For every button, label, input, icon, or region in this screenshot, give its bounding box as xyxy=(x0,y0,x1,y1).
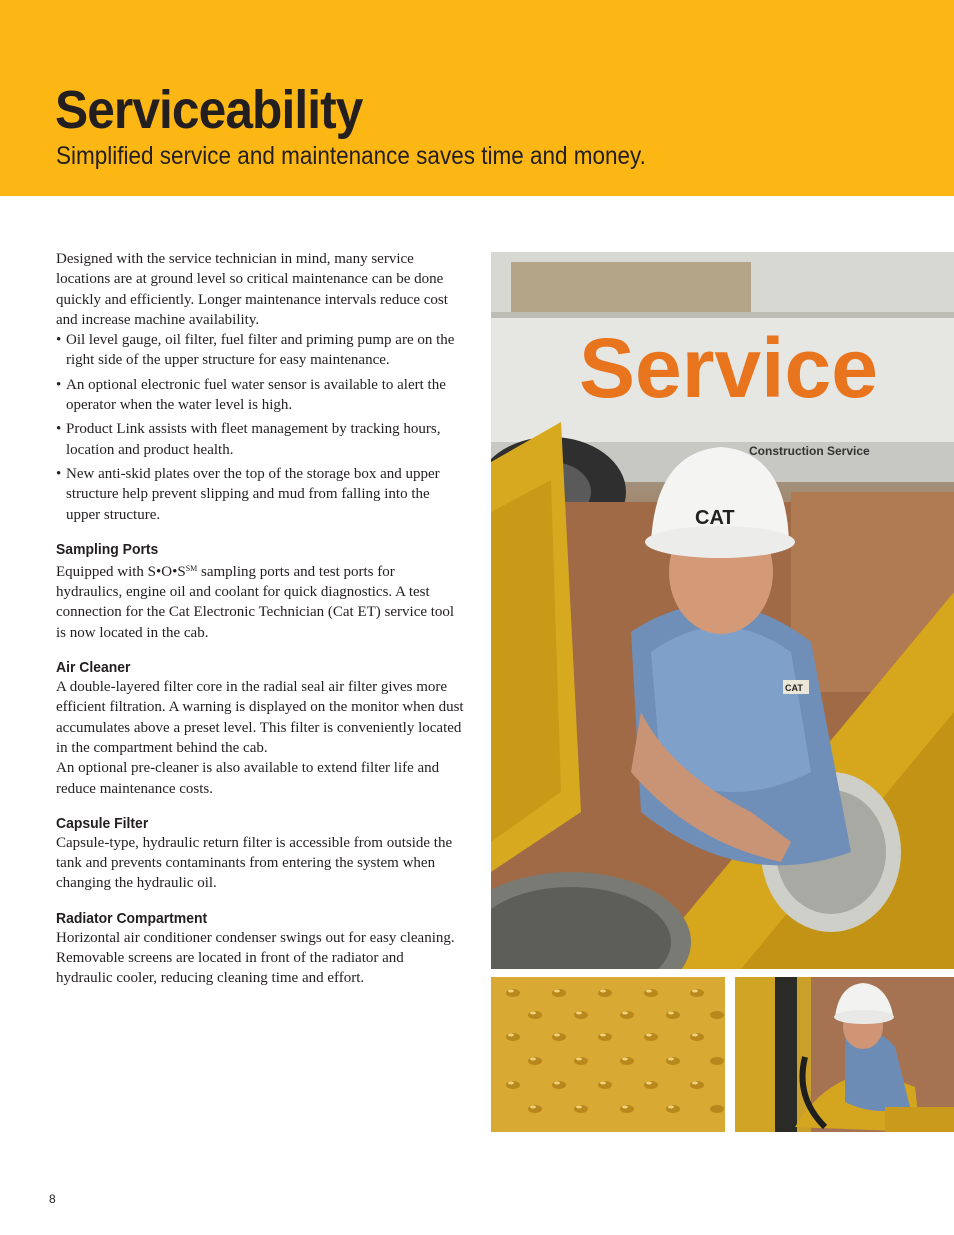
feature-bullet-list xyxy=(56,330,464,525)
shirt-logo: CAT xyxy=(785,683,803,693)
section-body: Horizontal air conditioner condenser swings out for easy cleaning. Removable screens are located in front of the radiator and hydraulic cooler, reducing cleaning time and effort. xyxy=(56,929,455,987)
truck-sub-text: Construction Service xyxy=(749,444,870,458)
section-sampling-ports xyxy=(56,540,464,643)
section-heading: Capsule Filter xyxy=(56,814,149,832)
sampling-ports-photo xyxy=(735,977,954,1132)
section-capsule-filter xyxy=(56,814,464,894)
bullet-item: • An optional electronic fuel water sensor is available to alert the operator when the water level is high. xyxy=(56,376,446,414)
hard-hat-logo: CAT xyxy=(695,507,735,529)
anti-skid-plates-illustration xyxy=(491,977,725,1132)
technician-photo xyxy=(491,252,954,969)
section-radiator-compartment xyxy=(56,909,464,989)
page-title: Serviceability xyxy=(55,80,363,140)
sampling-ports-illustration xyxy=(735,977,954,1132)
bullet-item: • Oil level gauge, oil filter, fuel filter and priming pump are on the right side of the upper structure for easy maintenance. xyxy=(56,332,455,369)
body-text-column xyxy=(56,249,464,989)
page-number: 8 xyxy=(49,1192,56,1206)
truck-sign-text: Service xyxy=(579,321,878,415)
section-air-cleaner xyxy=(56,658,464,799)
section-body: A double-layered filter core in the radial seal air filter gives more efficient filtration. A warning is displayed on the monitor when dust accumulates above a preset level. This filter is conveniently located in the compartment behind the cab. xyxy=(56,679,464,756)
section-heading: Air Cleaner xyxy=(56,659,131,677)
section-body: Equipped with S•O•S℠ sampling ports and test ports for hydraulics, engine oil and coolant for quick diagnostics. A test connection for the Cat Electronic Technician (Cat ET) service tool is now located in the cab. xyxy=(56,563,455,641)
technician-illustration xyxy=(491,252,954,969)
section-body: An optional pre-cleaner is also available to extend filter life and reduce maintenance costs. xyxy=(56,760,440,797)
section-heading: Sampling Ports xyxy=(56,540,159,558)
bullet-item: • New anti-skid plates over the top of the storage box and upper structure help prevent slipping and mud from falling into the upper structure. xyxy=(56,465,440,523)
page-subtitle: Simplified service and maintenance saves time and money. xyxy=(56,142,646,170)
bullet-item: • Product Link assists with fleet management by tracking hours, location and product health. xyxy=(56,421,441,458)
intro-paragraph: Designed with the service technician in mind, many service locations are at ground level so critical maintenance can be done quickly and efficiently. Longer maintenance intervals reduce cost and increase machine availability. xyxy=(56,251,448,328)
section-heading: Radiator Compartment xyxy=(56,909,208,927)
section-body: Capsule-type, hydraulic return filter is accessible from outside the tank and prevents contaminants from entering the system when changing the hydraulic oil. xyxy=(56,834,453,892)
anti-skid-plates-photo xyxy=(491,977,725,1132)
